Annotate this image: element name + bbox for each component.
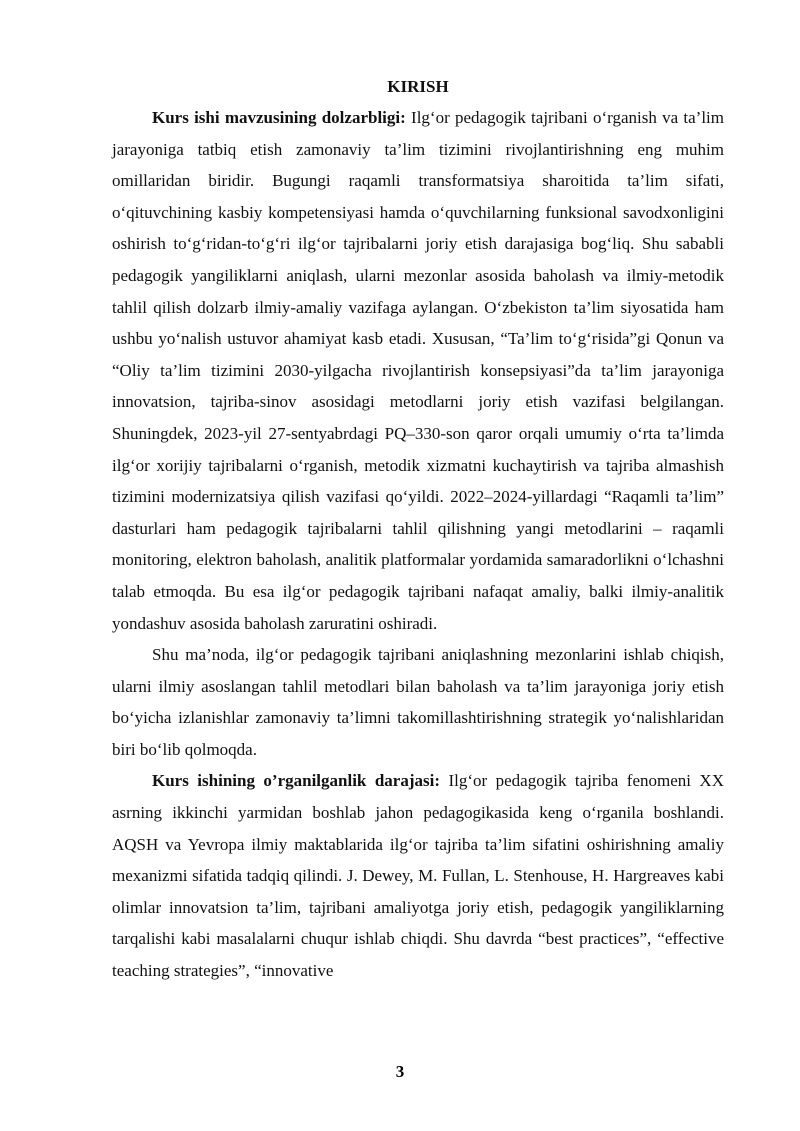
paragraph-body: Ilg‘or pedagogik tajriba fenomeni XX asrning ikkinchi yarmidan boshlab jahon pedagogikasida keng o‘rganila boshlandi. AQSH va Yevropa ilmiy maktablarida ilg‘or tajriba ta’lim sifatini oshirishning amaliy mexanizmi sifatida tadqiq qilindi. J. Dewey, M. Fullan, L. Stenhouse, H. Hargreaves kabi olimlar innovatsion ta’lim, tajribani amaliyotga joriy etish, pedagogik yangiliklarning tarqalishi kabi masalalarni chuqur ishlab chiqdi. Shu davrda “best practices”, “effective teaching strategies”, “innovative [112,771,724,981]
paragraph-relevance [112,102,724,639]
paragraph-body: Shu ma’noda, ilg‘or pedagogik tajribani aniqlashning mezonlarini ishlab chiqish, ularni ilmiy asoslangan tahlil metodlari bilan baholash va ta’lim jarayoniga joriy etish bo‘yicha izlanishlar zamonaviy ta’limni takomillashtirishning strategik yo‘nalishlaridan biri bo‘lib qolmoqda. [112,645,724,759]
paragraph-body: Ilg‘or pedagogik tajribani o‘rganish va ta’lim jarayoniga tatbiq etish zamonaviy ta’lim tizimini rivojlantirishning eng muhim omillaridan biridir. Bugungi raqamli transformatsiya sharoitida ta’lim sifati, o‘qituvchining kasbiy kompetensiyasi hamda o‘quvchilarning funksional savodxonligini oshirish to‘g‘ridan-to‘g‘ri ilg‘or tajribalarni joriy etish darajasiga bog‘liq. Shu sababli pedagogik yangiliklarni aniqlash, ularni mezonlar asosida baholash va ilmiy-metodik tahlil qilish dolzarb ilmiy-amaliy vazifaga aylangan. O‘zbekiston ta’lim siyosatida ham ushbu yo‘nalish ustuvor ahamiyat kasb etadi. Xususan, “Ta’lim to‘g‘risida”gi Qonun va “Oliy ta’lim tizimini 2030-yilgacha rivojlantirish konsepsiyasi”da ta’lim jarayoniga innovatsion, tajriba-sinov asosidagi metodlarni joriy etish vazifasi belgilangan. Shuningdek, 2023-yil 27-sentyabrdagi PQ–330-son qaror orqali umumiy o‘rta ta’limda ilg‘or xorijiy tajribalarni o‘rganish, metodik xizmatni kuchaytirish va tajriba almashish tizimini modernizatsiya qilish vazifasi qo‘yildi. 2022–2024-yillardagi “Raqamli ta’lim” dasturlari ham pedagogik tajribalarni tahlil qilishning yangi metodlarini – raqamli monitoring, elektron baholash, analitik platformalar yordamida samaradorlikni o‘lchashni talab etmoqda. Bu esa ilg‘or pedagogik tajribani nafaqat amaliy, balki ilmiy-analitik yondashuv asosida baholash zaruratini oshiradi. [112,108,724,633]
paragraph-lead: Kurs ishining o’rganilganlik darajasi: [152,771,440,791]
paragraph-meaning [112,639,724,765]
paragraph-lead: Kurs ishi mavzusining dolzarbligi: [152,108,406,127]
section-title: KIRISH [387,77,449,96]
page-number: 3 [395,1062,405,1081]
paragraph-study-level [112,765,724,986]
